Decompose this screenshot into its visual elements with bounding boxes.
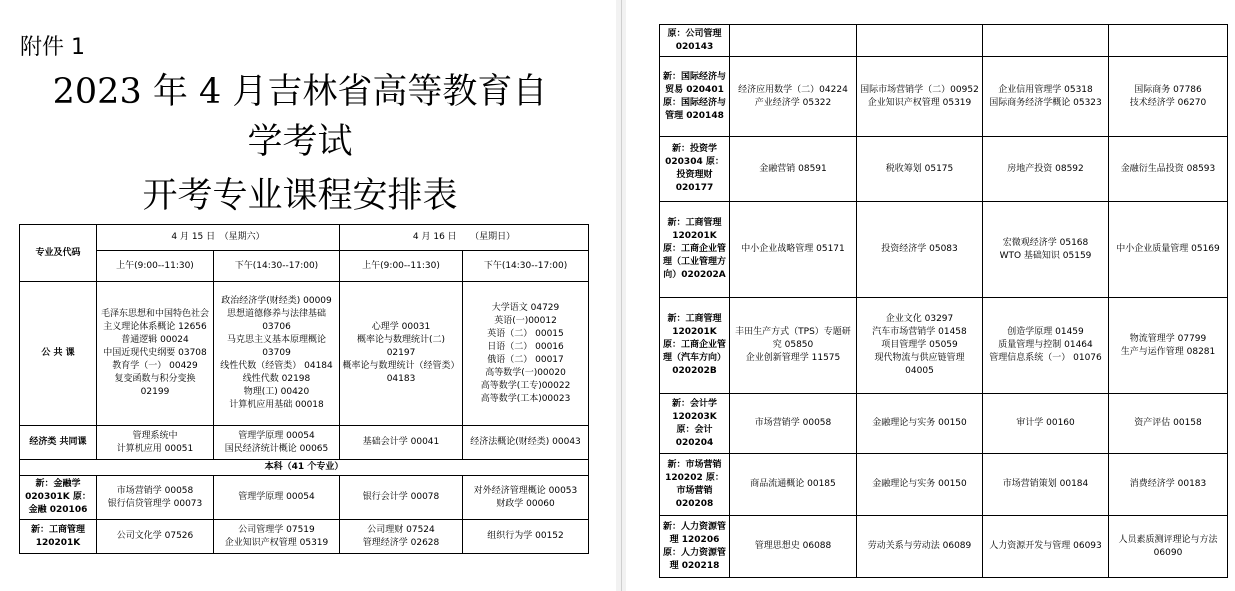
table-row (20, 520, 589, 554)
course-entry: 线性代数 02198 (242, 374, 311, 384)
course-entry: 商品流通概论 00185 (750, 479, 836, 489)
course-entry: 公司文化学 07526 (116, 531, 194, 541)
right-row7-pm1-cell (857, 516, 983, 578)
course-entry: 国际商务经济学概论 05323 (989, 97, 1102, 108)
course-entry: 金融衍生品投资 08593 (1120, 163, 1216, 174)
table-row (660, 516, 1228, 578)
course-entry: 汽车市场营销学 01458 (872, 327, 967, 337)
right-row0-pm1-cell (857, 25, 983, 57)
course-entry: 管理系统中 (132, 430, 178, 441)
right-row6-pm2-cell (1109, 454, 1228, 516)
header-am1: 上午(9:00--11:30) (97, 251, 214, 282)
table-row (20, 426, 589, 460)
course-entry: 基础会计学 00041 (362, 437, 440, 447)
left-row0-am1-cell (97, 282, 214, 426)
header-major-code: 专业及代码 (20, 225, 97, 282)
title-line-1: 2023 年 4 月吉林省高等教育自 (52, 72, 548, 112)
table-row (660, 298, 1228, 394)
attachment-label: 附件 1 (20, 35, 85, 60)
header-pm2: 下午(14:30--17:00) (463, 251, 589, 282)
course-entry: 企业信用管理学 05318 (998, 84, 1093, 95)
course-entry: 资产评估 00158 (1134, 418, 1202, 428)
left-row1-pm1-cell (214, 426, 340, 460)
left-row1-pm2-cell (463, 426, 589, 460)
course-entry: 生产与运作管理 08281 (1120, 346, 1216, 357)
right-row3-pm2-cell (1109, 202, 1228, 298)
course-entry: 管理思想史 06088 (754, 541, 832, 551)
major-name-cell: 新：工商管理 120201K 原：工商企业管理（汽车方向）020202B (660, 298, 730, 394)
right-row1-pm2-cell (1109, 57, 1228, 137)
course-entry: 企业知识产权管理 05319 (867, 97, 972, 108)
major-name-cell: 新：投资学 020304 原：投资理财 020177 (660, 137, 730, 202)
schedule-table-right (659, 24, 1228, 578)
major-name-cell: 原：公司管理 020143 (660, 25, 730, 57)
course-entry: 物理(工) 00420 (243, 387, 310, 397)
header-day1: 4 月 15 日 （星期六） (97, 225, 340, 251)
course-entry: 线性代数（经管类） 04184 (220, 361, 333, 371)
course-entry: 英语(一)00012 (494, 315, 557, 326)
course-entry: 创造学原理 01459 (1007, 327, 1084, 337)
course-entry: 物流管理学 07799 (1129, 333, 1207, 344)
right-row6-am2-cell (983, 454, 1109, 516)
course-entry: 人力资源开发与管理 06093 (989, 541, 1102, 551)
left-row3-pm1-cell (214, 476, 340, 520)
left-row1-am2-cell (340, 426, 463, 460)
course-entry: 毛泽东思想和中国特色社会主义理论体系概论 12656 (100, 309, 209, 332)
course-entry: 中小企业战略管理 05171 (741, 244, 845, 254)
table-row (660, 394, 1228, 454)
right-row6-pm1-cell (857, 454, 983, 516)
course-entry: 高等数学(工专)00022 (480, 380, 571, 391)
right-row1-am1-cell (730, 57, 857, 137)
course-entry: 公司理财 07524 (367, 524, 435, 535)
course-entry: 技术经济学 06270 (1129, 97, 1207, 108)
schedule-table-left (19, 224, 589, 554)
right-row0-pm2-cell (1109, 25, 1228, 57)
course-entry: 银行信贷管理学 00073 (107, 498, 203, 509)
course-entry: 项目管理学 05059 (881, 340, 958, 350)
right-row4-pm1-cell (857, 298, 983, 394)
course-entry: 对外经济管理概论 00053 (473, 485, 578, 496)
course-entry: 企业知识产权管理 05319 (224, 537, 329, 548)
course-entry: 国际市场营销学（二）00952 (860, 84, 979, 95)
course-entry: 教育学（一） 00429 (112, 361, 198, 371)
course-entry: 金融理论与实务 00150 (872, 479, 967, 489)
major-name-cell: 公 共 课 (20, 282, 97, 426)
course-entry: WTO 基础知识 05159 (999, 250, 1092, 261)
course-entry: 日语（二） 00016 (487, 341, 564, 352)
table-row (660, 454, 1228, 516)
table-row (660, 57, 1228, 137)
major-name-cell: 新：工商管理 120201K (20, 520, 97, 554)
course-entry: 市场营销学 00058 (116, 485, 194, 496)
right-row3-am2-cell (983, 202, 1109, 298)
course-entry: 税收筹划 05175 (885, 163, 954, 174)
course-entry: 企业创新管理学 11575 (745, 353, 841, 363)
course-entry: 消费经济学 00183 (1129, 479, 1207, 489)
major-name-cell: 新：市场营销 120202 原：市场营销 020208 (660, 454, 730, 516)
course-entry: 普通逻辑 00024 (121, 335, 189, 345)
title-line-2: 学考试 (247, 122, 353, 162)
right-row2-am1-cell (730, 137, 857, 202)
major-name-cell: 经济类 共同课 (20, 426, 97, 460)
course-entry: 市场营销策划 00184 (1002, 479, 1089, 489)
header-day2: 4 月 16 日 （星期日） (340, 225, 589, 251)
right-row0-am1-cell (730, 25, 857, 57)
major-name-cell: 新：工商管理 120201K 原：工商企业管理（工业管理方向）020202A (660, 202, 730, 298)
right-row3-am1-cell (730, 202, 857, 298)
left-row4-am2-cell (340, 520, 463, 554)
left-row4-pm1-cell (214, 520, 340, 554)
course-entry: 人员素质测评理论与方法 06090 (1118, 534, 1218, 558)
course-entry: 丰田生产方式（TPS）专题研究 05850 (735, 327, 851, 350)
course-entry: 俄语（二） 00017 (487, 354, 564, 365)
right-row7-am1-cell (730, 516, 857, 578)
course-entry: 管理学原理 00054 (238, 430, 315, 441)
table-row (660, 202, 1228, 298)
course-entry: 高等数学(一)00020 (485, 367, 566, 378)
major-name-cell: 新：金融学 020301K 原：金融 020106 (20, 476, 97, 520)
right-row2-pm2-cell (1109, 137, 1228, 202)
course-entry: 概率论与数理统计(二) 02197 (357, 335, 446, 358)
course-entry: 组织行为学 00152 (487, 531, 564, 541)
right-row1-pm1-cell (857, 57, 983, 137)
right-row2-pm1-cell (857, 137, 983, 202)
course-entry: 管理信息系统（一） 01076 (989, 353, 1102, 363)
course-entry: 银行会计学 00078 (362, 492, 440, 502)
course-entry: 投资经济学 05083 (881, 244, 958, 254)
course-entry: 复变函数与积分变换 02199 (114, 374, 196, 397)
course-entry: 管理经济学 02628 (362, 537, 440, 548)
right-row3-pm1-cell (857, 202, 983, 298)
course-entry: 思想道德修养与法律基础 03706 (227, 309, 327, 332)
left-row0-pm2-cell (463, 282, 589, 426)
major-name-cell: 新：会计学 120203K 原：会计 020204 (660, 394, 730, 454)
table-row (660, 25, 1228, 57)
course-entry: 现代物流与供应链管理 04005 (874, 353, 965, 376)
course-entry: 房地产投资 08592 (1007, 163, 1084, 174)
major-name-cell: 新：人力资源管理 120206 原：人力资源管理 020218 (660, 516, 730, 578)
right-row5-am1-cell (730, 394, 857, 454)
table-row (20, 282, 589, 426)
section-heading: 本科（41 个专业） (20, 460, 589, 476)
course-entry: 质量管理与控制 01464 (998, 340, 1093, 350)
major-name-cell: 新：国际经济与贸易 020401 原：国际经济与管理 020148 (660, 57, 730, 137)
left-page (0, 0, 616, 591)
course-entry: 宏微观经济学 05168 (1002, 237, 1089, 248)
header-am2: 上午(9:00--11:30) (340, 251, 463, 282)
left-row0-am2-cell (340, 282, 463, 426)
course-entry: 国际商务 07786 (1134, 84, 1202, 95)
left-row1-am1-cell (97, 426, 214, 460)
course-entry: 概率论与数理统计（经管类）04183 (342, 361, 460, 384)
course-entry: 金融营销 08591 (759, 163, 827, 174)
course-entry: 金融理论与实务 00150 (872, 418, 967, 428)
course-entry: 中国近现代史纲要 03708 (103, 348, 207, 358)
course-entry: 政治经济学(财经类) 00009 (221, 296, 332, 306)
right-row1-am2-cell (983, 57, 1109, 137)
right-page (626, 0, 1235, 591)
course-entry: 公司管理学 07519 (238, 524, 315, 535)
right-row4-am2-cell (983, 298, 1109, 394)
course-entry: 管理学原理 00054 (238, 492, 315, 502)
course-entry: 劳动关系与劳动法 06089 (867, 541, 972, 551)
left-row3-am1-cell (97, 476, 214, 520)
course-entry: 经济法概论(财经类) 00043 (470, 437, 581, 447)
course-entry: 计算机应用基础 00018 (229, 400, 324, 410)
right-row5-pm2-cell (1109, 394, 1228, 454)
course-entry: 大学语文 04729 (491, 302, 560, 313)
right-table-body (660, 25, 1228, 578)
course-entry: 高等数学(工本)00023 (480, 393, 571, 404)
left-row3-am2-cell (340, 476, 463, 520)
left-row0-pm1-cell (214, 282, 340, 426)
right-row5-am2-cell (983, 394, 1109, 454)
right-row4-am1-cell (730, 298, 857, 394)
course-entry: 中小企业质量管理 05169 (1116, 244, 1220, 254)
right-row7-pm2-cell (1109, 516, 1228, 578)
table-row (660, 137, 1228, 202)
left-row4-am1-cell (97, 520, 214, 554)
course-entry: 产业经济学 05322 (754, 97, 832, 108)
course-entry: 心理学 00031 (371, 322, 431, 332)
title-line-3: 开考专业课程安排表 (142, 176, 458, 216)
right-row4-pm2-cell (1109, 298, 1228, 394)
course-entry: 财政学 00060 (496, 498, 555, 509)
course-entry: 审计学 00160 (1016, 418, 1075, 428)
course-entry: 国民经济统计概论 00065 (224, 443, 329, 454)
right-row5-pm1-cell (857, 394, 983, 454)
course-entry: 英语（二） 00015 (487, 328, 564, 339)
page-divider (621, 0, 622, 591)
left-table-body (20, 282, 589, 554)
header-pm1: 下午(14:30--17:00) (214, 251, 340, 282)
course-entry: 市场营销学 00058 (754, 418, 832, 428)
right-row6-am1-cell (730, 454, 857, 516)
course-entry: 经济应用数学（二）04224 (738, 84, 848, 95)
table-row (20, 460, 589, 476)
course-entry: 计算机应用 00051 (116, 443, 194, 454)
right-row7-am2-cell (983, 516, 1109, 578)
right-row0-am2-cell (983, 25, 1109, 57)
left-row4-pm2-cell (463, 520, 589, 554)
course-entry: 企业文化 03297 (885, 314, 954, 324)
course-entry: 马克思主义基本原理概论 03709 (227, 335, 327, 358)
table-row (20, 476, 589, 520)
left-row3-pm2-cell (463, 476, 589, 520)
right-row2-am2-cell (983, 137, 1109, 202)
